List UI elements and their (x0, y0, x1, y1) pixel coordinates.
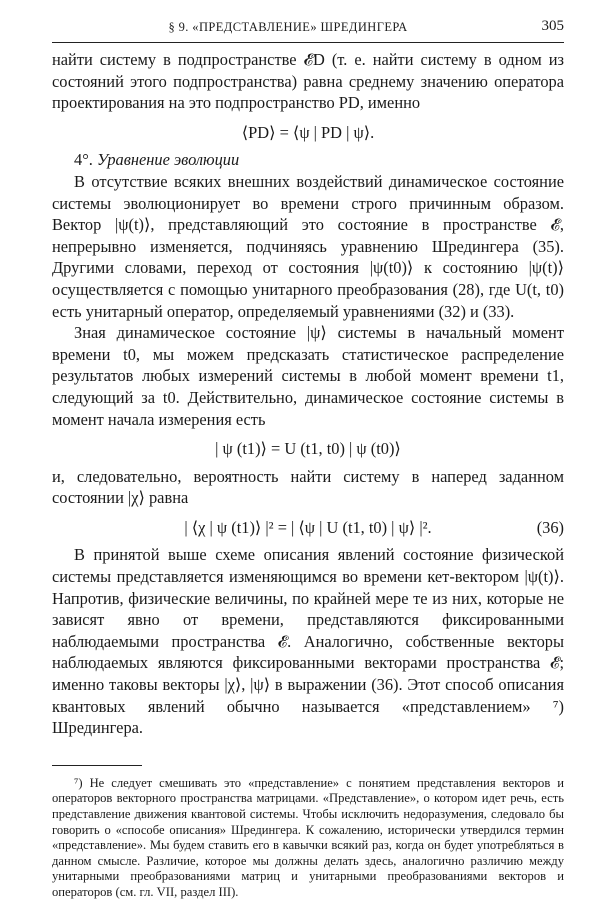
formula-evolution: | ψ (t1)⟩ = U (t1, t0) | ψ (t0)⟩ (215, 439, 401, 459)
formula-projector-mean: ⟨PD⟩ = ⟨ψ | PD | ψ⟩. (241, 122, 375, 142)
paragraph-2: В отсутствие всяких внешних воздействий динамическое состояние системы эволюционирует во времени строго причинным образом. Вектор |ψ(t)⟩, представляющий это состояние в пространстве 𝓔, непрерывно изменяется, подчиняясь уравнению Шредингера (35). Другими словами, переход от состояния |ψ(t0)⟩ к состоянию |ψ(t)⟩ осуществляется с помощью унитарного преобразования (28), где U(t, t0) есть унитарный оператор, определяемый уравнениями (32) и (33). (52, 171, 564, 321)
footnote-rule (52, 765, 142, 766)
page-number: 305 (541, 18, 564, 34)
equation-number: (36) (536, 517, 564, 537)
running-header (52, 14, 564, 40)
section-title: Уравнение эволюции (96, 150, 240, 170)
section-heading (74, 149, 564, 171)
section-number: 4°. (74, 150, 93, 170)
footnote-7: ⁷) Не следует смешивать это «представление» с понятием представления векторов и операторов векторного пространства матрицами. «Представление», о котором идет речь, есть представление движения квантовой системы. Чтобы исключить недоразумения, следовало бы говорить о «способе описания» Шредингера. К сожалению, исторически утвердился термин «представление». Мы будем ставить его в кавычки всякий раз, когда он будет употребляться в данном смысле. Различие, которое мы должны делать здесь, аналогично различию между унитарными преобразованиями матриц и унитарными преобразованиями векторов и операторов (см. гл. VII, раздел III). (52, 775, 564, 899)
formula-36 (52, 517, 564, 539)
paragraph-5: В принятой выше схеме описания явлений состояние физической системы представляется изменяющимся во времени кет-вектором |ψ(t)⟩. Напротив, физические величины, по крайней мере те из них, которые не зависят явно от времени, представляются фиксированными наблюдаемыми пространства 𝓔. Аналогично, собственные векторы наблюдаемых являются фиксированными векторами пространства 𝓔; именно таковы векторы |χ⟩, |ψ⟩ в выражении (36). Этот способ описания квантовых явлений обычно называется «представлением» ⁷) Шредингера. (52, 545, 564, 738)
paragraph-3: Зная динамическое состояние |ψ⟩ системы в начальный момент времени t0, мы можем предсказать статистическое распределение результатов любых измерений системы в любой момент времени t1, следующий за t0. Действительно, динамическое состояние системы в момент начала измерения есть (52, 323, 564, 429)
header-rule (52, 42, 564, 43)
formula-36-body: | ⟨χ | ψ (t1)⟩ |² = | ⟨ψ | U (t1, t0) | ψ⟩ |². (184, 517, 432, 537)
paragraph-4: и, следовательно, вероятность найти систему в наперед заданном состоянии |χ⟩ равна (52, 466, 564, 508)
running-title: § 9. «ПРЕДСТАВЛЕНИЕ» ШРЕДИНГЕРА (168, 20, 408, 34)
page (52, 14, 564, 901)
paragraph-1: найти систему в подпространстве 𝓔D (т. е. найти систему в одном из состояний этого подпространства) равна среднему значению оператора проектирования на это подпространство PD, именно (52, 50, 564, 113)
